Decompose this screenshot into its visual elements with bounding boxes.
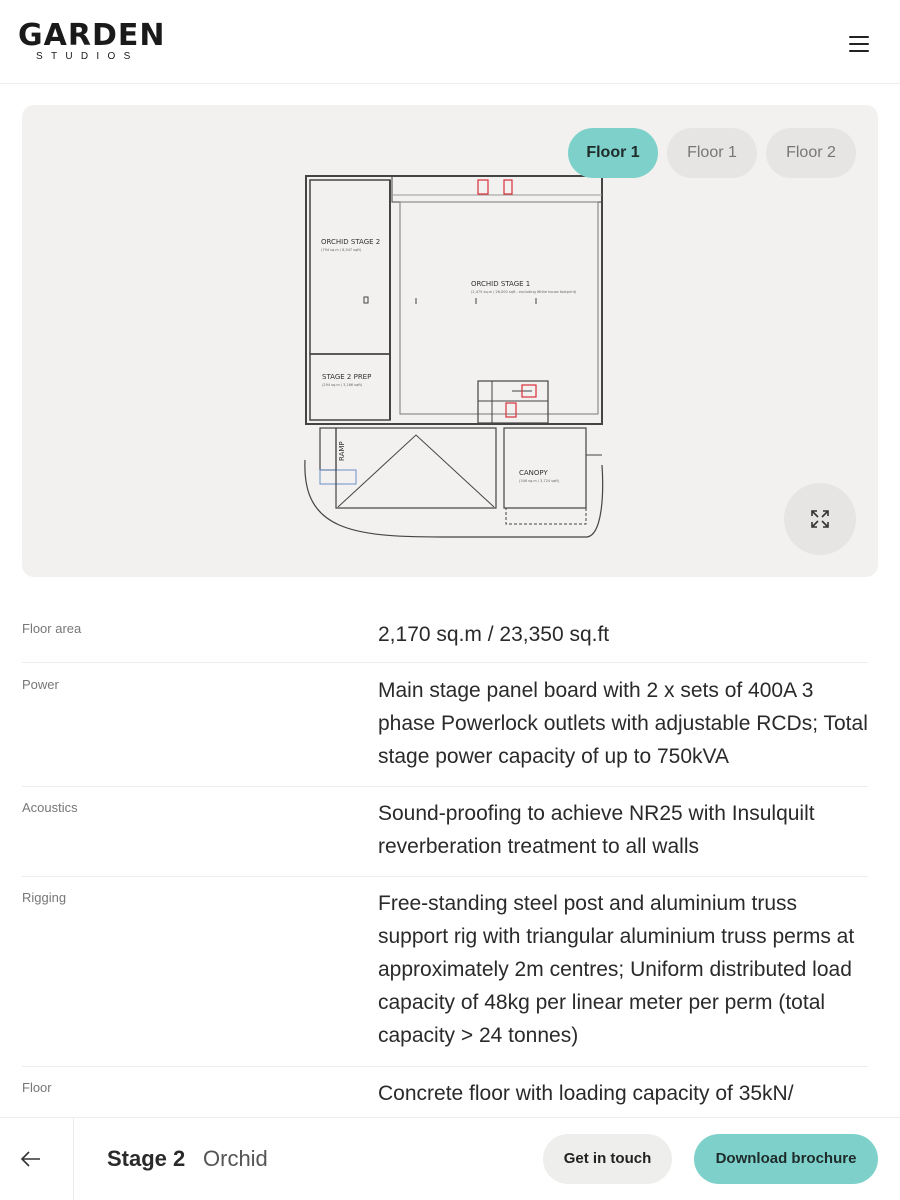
spec-value: Main stage panel board with 2 x sets of 400A 3 phase Powerlock outlets with adjustable RCDs; Total stage power capacity of up to 750kVA [378, 679, 868, 768]
spec-label: Rigging [22, 890, 67, 905]
floor-tab-2[interactable]: Floor 2 [766, 128, 856, 178]
floor-plan-drawing [22, 105, 878, 577]
spec-row-floor-area [22, 620, 868, 663]
site-header [0, 0, 900, 84]
expand-icon [810, 509, 830, 529]
spec-value: Sound-proofing to achieve NR25 with Insulquilt reverberation treatment to all walls [378, 802, 815, 858]
garden-studios-logo[interactable] [18, 18, 166, 62]
room-area-stage-2-prep: (294 sq.m / 3,166 sqft) [322, 383, 363, 387]
spec-row-acoustics [22, 799, 868, 877]
hamburger-menu-icon[interactable] [842, 28, 876, 58]
bottom-action-bar [0, 1117, 900, 1200]
spec-label: Floor [22, 1080, 52, 1095]
spec-value: Free-standing steel post and aluminium truss support rig with triangular aluminium truss perms at approximately 2m centres; Uniform distributed load capacity of 48kg per linear meter per perm (total capacity > 24 tonnes) [378, 892, 855, 1047]
room-label-ramp: RAMP [338, 441, 346, 461]
spec-label: Power [22, 677, 59, 692]
logo-main-text: GARDEN [18, 18, 166, 53]
stage-subtitle: Orchid [203, 1146, 268, 1171]
spec-row-power [22, 676, 868, 787]
download-brochure-button[interactable]: Download brochure [694, 1134, 878, 1184]
floor-plan-card [22, 105, 878, 577]
room-area-canopy: (346 sq.m / 3,724 sqft) [519, 479, 560, 483]
spec-label: Acoustics [22, 800, 78, 815]
logo-sub-text: STUDIOS [36, 51, 139, 62]
arrow-left-icon [20, 1150, 42, 1168]
expand-plan-button[interactable] [784, 483, 856, 555]
floor-tab-1[interactable]: Floor 1 [568, 128, 658, 178]
get-in-touch-button[interactable]: Get in touch [543, 1134, 672, 1184]
back-button[interactable] [0, 1118, 74, 1200]
room-label-stage-2-prep: STAGE 2 PREP [322, 373, 372, 381]
spec-row-rigging [22, 889, 868, 1067]
spec-value: Concrete floor with loading capacity of 35kN/ [378, 1082, 794, 1105]
room-label-orchid-stage-1: ORCHID STAGE 1 [471, 280, 531, 288]
spec-label: Floor area [22, 621, 82, 636]
stage-name: Stage 2 [107, 1146, 186, 1171]
room-area-orchid-stage-2: (794 sq.m / 8,547 sqft) [321, 248, 362, 252]
room-label-canopy: CANOPY [519, 469, 548, 477]
room-label-orchid-stage-2: ORCHID STAGE 2 [321, 238, 381, 246]
floor-tab-1-alt[interactable]: Floor 1 [667, 128, 757, 178]
spec-value: 2,170 sq.m / 23,350 sq.ft [378, 623, 610, 646]
room-area-orchid-stage-1: (2,475 sq.m / 26,000 sqft - excluding White house footprint) [471, 290, 577, 294]
